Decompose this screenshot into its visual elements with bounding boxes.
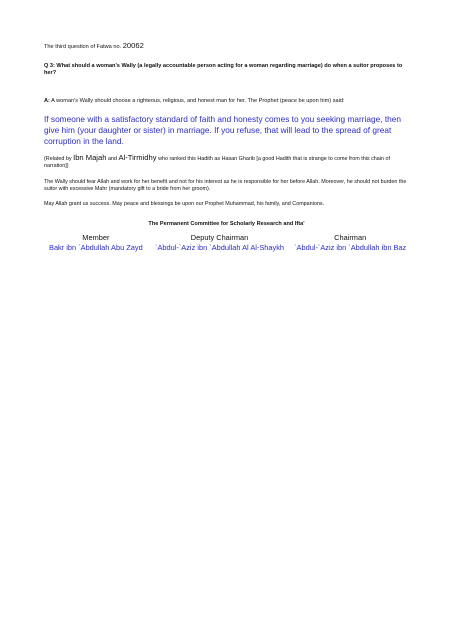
signatory-name-deputy-chairman: `Abdul-`Aziz ibn `Abdullah Al Al-Shaykh — [155, 242, 285, 252]
signatory-title-member: Member — [82, 232, 110, 242]
closing-supplication: May Allah grant us success. May peace and blessings be upon our Prophet Muhammad, his family, and Companions. — [44, 200, 325, 207]
signatory-title-chairman: Chairman — [334, 232, 367, 242]
hadith-quote: If someone with a satisfactory standard of faith and honesty comes to you seeking marriage, then give him (your daughter or sister) in marriage. If you refuse, that will lead to the spread of great corruption in the land. — [44, 114, 401, 146]
signatory-names — [44, 243, 409, 252]
narrator-al-tirmidhy: Al-Tirmidhy — [118, 153, 157, 163]
wally-guidance-paragraph: The Wally should fear Allah and work for her benefit and not for his interest as he is responsible for her before Allah. Moreover, he should not burden the suitor with excessive Mahr (mandatory gift to a bride from her groom). — [44, 179, 407, 193]
related-and: and — [107, 156, 117, 163]
fatwa-header-prefix: The third question of Fatwa no. — [44, 44, 122, 50]
fatwa-number-line — [44, 41, 409, 50]
question-text: Q 3: What should a woman's Wally (a legally accountable person acting for a woman regarding marriage) do when a suitor proposes to her? — [44, 63, 403, 76]
signatory-name-chairman: `Abdul-`Aziz ibn `Abdullah ibn Baz — [294, 242, 407, 252]
signatory-title-deputy-chairman: Deputy Chairman — [190, 232, 249, 242]
fatwa-number: 20062 — [122, 41, 144, 50]
answer-label: A: — [44, 98, 50, 104]
signatory-titles — [44, 233, 409, 242]
narrator-ibn-majah: Ibn Majah — [73, 153, 107, 163]
hadith-reference — [44, 154, 409, 170]
signatory-name-member: Bakr ibn `Abdullah Abu Zayd — [49, 242, 143, 252]
related-rest: who ranked this Hadith as Hasan Gharib [a good Hadith that is strange to come from this chain of narration]) — [44, 156, 390, 170]
answer-intro — [44, 98, 409, 105]
committee-name: The Permanent Committee for Scholarly Research and Ifta' — [148, 220, 305, 227]
answer-intro-text: A woman's Wally should choose a righteous, religious, and honest man for her. The Prophet (peace be upon him) said: — [51, 98, 345, 104]
related-open: (Related by — [44, 156, 72, 163]
